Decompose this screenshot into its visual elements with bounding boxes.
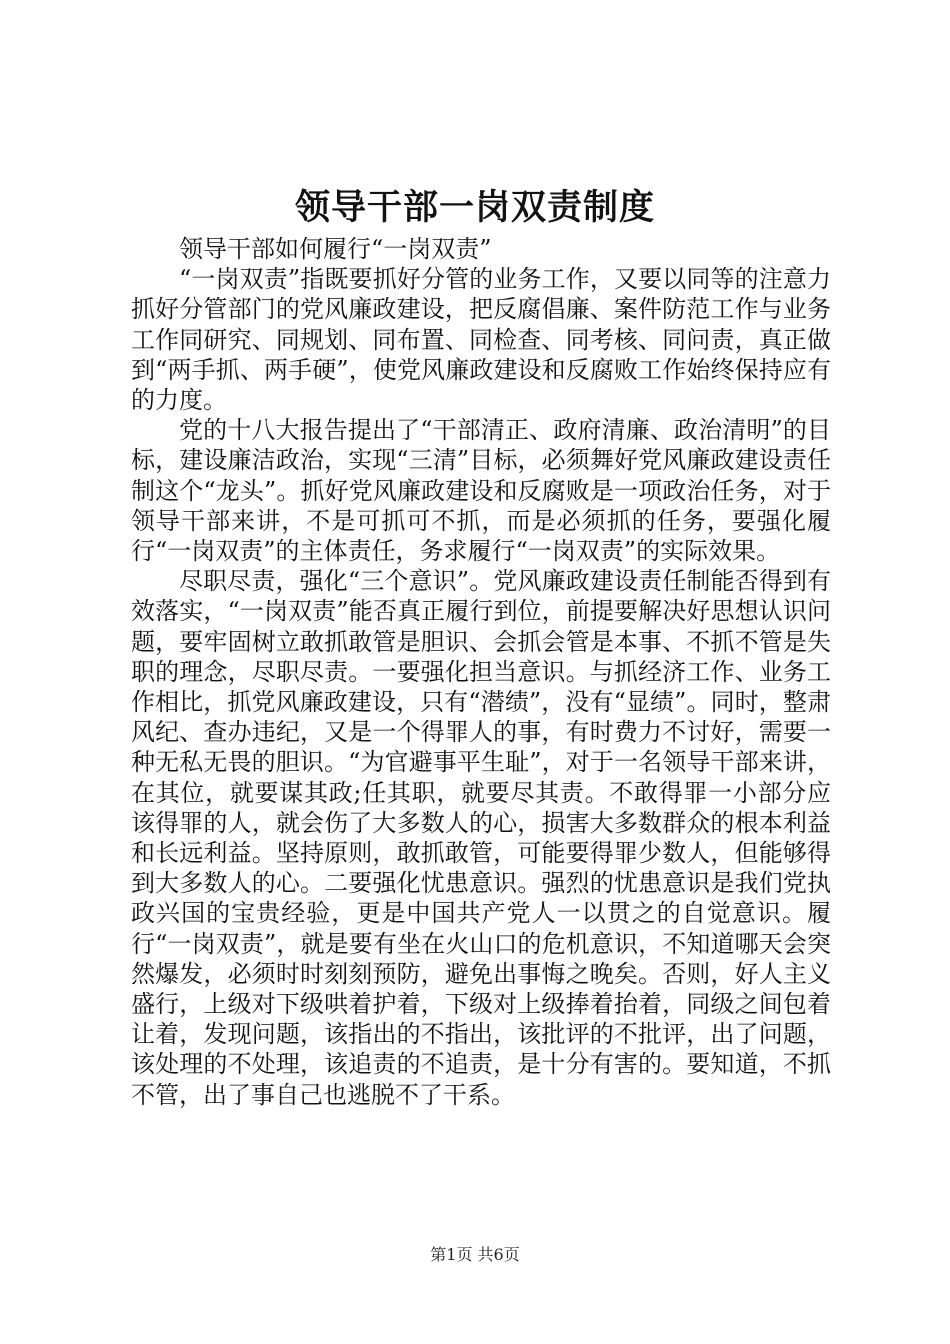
body-paragraph-3: 尽职尽责，强化“三个意识”。党风廉政建设责任制能否得到有效落实，“一岗双责”能否真正履行到位，前提要解决好思想认识问题，要牢固树立敢抓敢管是胆识、会抓会管是本事、不抓不管是失职的理念，尽职尽责。一要强化担当意识。与抓经济工作、业务工作相比，抓党风廉政建设，只有“潜绩”，没有“显绩”。同时，整肃风纪、查办违纪，又是一个得罪人的事，有时费力不讨好，需要一种无私无畏的胆识。“为官避事平生耻”，对于一名领导干部来讲，在其位，就要谋其政;任其职，就要尽其责。不敢得罪一小部分应该得罪的人，就会伤了大多数人的心，损害大多数群众的根本利益和长远利益。坚持原则，敢抓敢管，可能要得罪少数人，但能够得到大多数人的心。二要强化忧患意识。强烈的忧患意识是我们党执政兴国的宝贵经验，更是中国共产党人一以贯之的自觉意识。履行“一岗双责”，就是要有坐在火山口的危机意识，不知道哪天会突然爆发，必须时时刻刻预防，避免出事悔之晚矣。否则，好人主义盛行，上级对下级哄着护着，下级对上级捧着抬着，同级之间包着让着，发现问题，该指出的不指出，该批评的不批评，出了问题，该处理的不处理，该追责的不追责，是十分有害的。要知道，不抓不管，出了事自己也逃脱不了干系。 — [131, 567, 831, 1109]
document-title: 领导干部一岗双责制度 — [294, 187, 655, 228]
document-body — [131, 234, 831, 1110]
body-paragraph-1: “一岗双责”指既要抓好分管的业务工作，又要以同等的注意力抓好分管部门的党风廉政建设，把反腐倡廉、案件防范工作与业务工作同研究、同规划、同布置、同检查、同考核、同问责，真正做到“两手抓、两手硬”，使党风廉政建设和反腐败工作始终保持应有的力度。 — [131, 265, 831, 415]
subtitle-paragraph: 领导干部如何履行“一岗双责” — [179, 235, 492, 263]
body-paragraph-2: 党的十八大报告提出了“干部清正、政府清廉、政治清明”的目标，建设廉洁政治，实现“三清”目标，必须舞好党风廉政建设责任制这个“龙头”。抓好党风廉政建设和反腐败是一项政治任务，对于领导干部来讲，不是可抓可不抓，而是必须抓的任务，要强化履行“一岗双责”的主体责任，务求履行“一岗双责”的实际效果。 — [131, 416, 831, 566]
page-number-footer: 第1页 共6页 — [430, 1245, 520, 1264]
